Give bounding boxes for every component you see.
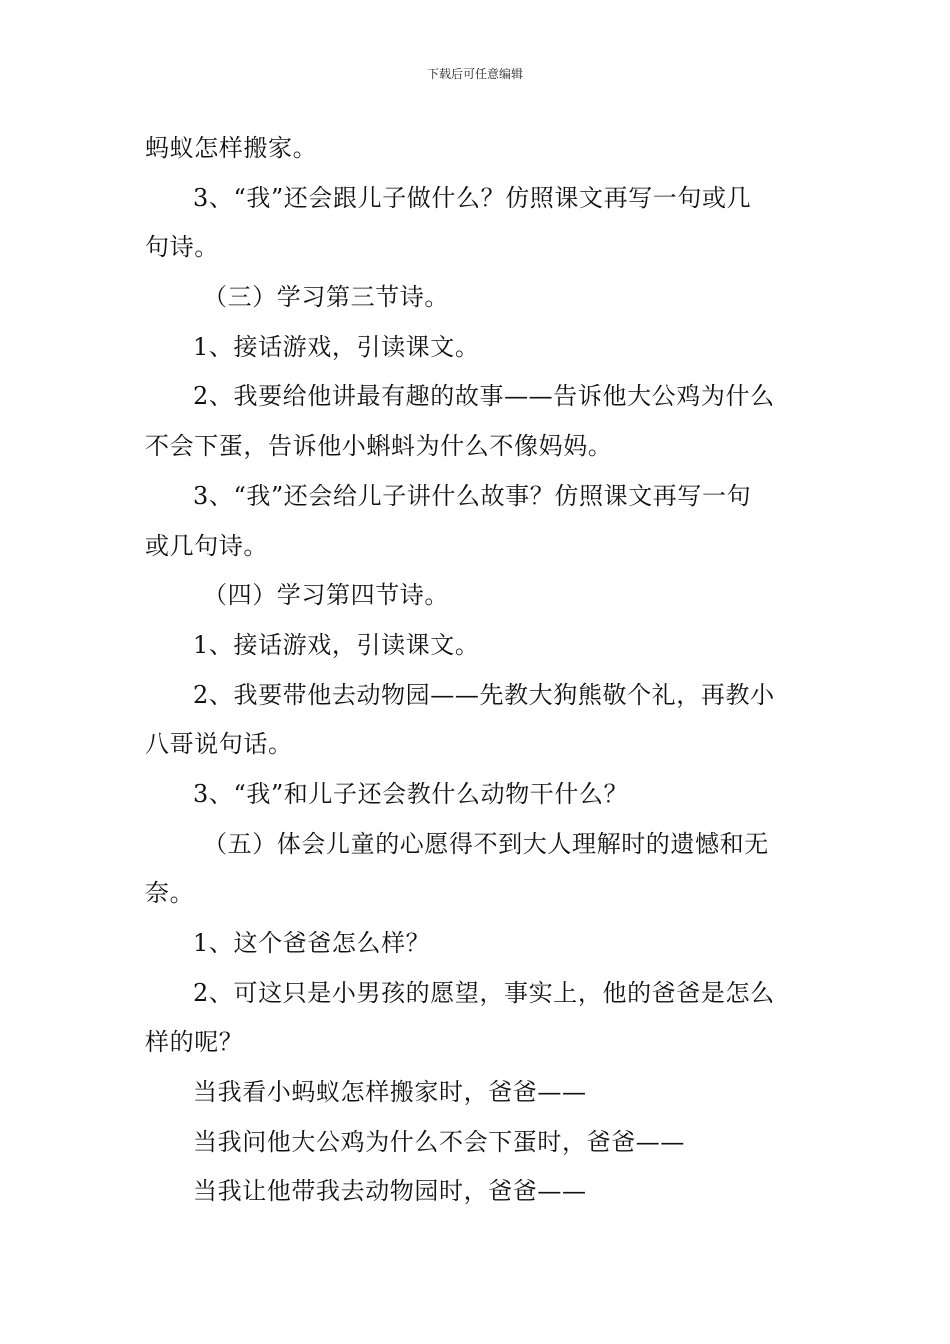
text-line: 3、“我”还会跟儿子做什么？仿照课文再写一句或几 [193, 183, 752, 212]
text-line: 蚂蚁怎样搬家。 [145, 134, 318, 162]
text-line: 或几句诗。 [145, 531, 268, 560]
text-line: 3、“我”还会给儿子讲什么故事？仿照课文再写一句 [193, 481, 752, 510]
text-line: 1、这个爸爸怎么样？ [193, 929, 431, 957]
text-line: 当我让他带我去动物园时，爸爸—— [193, 1177, 587, 1206]
text-line: 当我看小蚂蚁怎样搬家时，爸爸—— [193, 1078, 587, 1107]
text-line: 八哥说句话。 [145, 730, 293, 759]
section-heading: （三）学习第三节诗。 [203, 283, 449, 312]
text-line: 2、我要带他去动物园——先教大狗熊敬个礼，再教小 [193, 680, 775, 709]
text-line: 2、可这只是小男孩的愿望，事实上，他的爸爸是怎么 [193, 978, 775, 1007]
text-line: 不会下蛋，告诉他小蝌蚪为什么不像妈妈。 [145, 432, 613, 461]
text-line: 当我问他大公鸡为什么不会下蛋时，爸爸—— [193, 1127, 685, 1156]
text-line: 1、接话游戏，引读课文。 [193, 332, 480, 361]
page-header: 下载后可任意编辑 [426, 67, 523, 81]
text-line: 样的呢？ [145, 1028, 244, 1057]
text-line: 2、我要给他讲最有趣的故事——告诉他大公鸡为什么 [193, 382, 775, 411]
text-line: 奈。 [145, 879, 195, 908]
text-line: 句诗。 [145, 233, 219, 262]
section-heading: （四）学习第四节诗。 [203, 581, 449, 610]
document-body [145, 124, 810, 1217]
text-line: 1、接话游戏，引读课文。 [193, 630, 480, 659]
text-line: 3、“我”和儿子还会教什么动物干什么？ [193, 779, 629, 808]
section-heading: （五）体会儿童的心愿得不到大人理解时的遗憾和无 [203, 829, 769, 858]
